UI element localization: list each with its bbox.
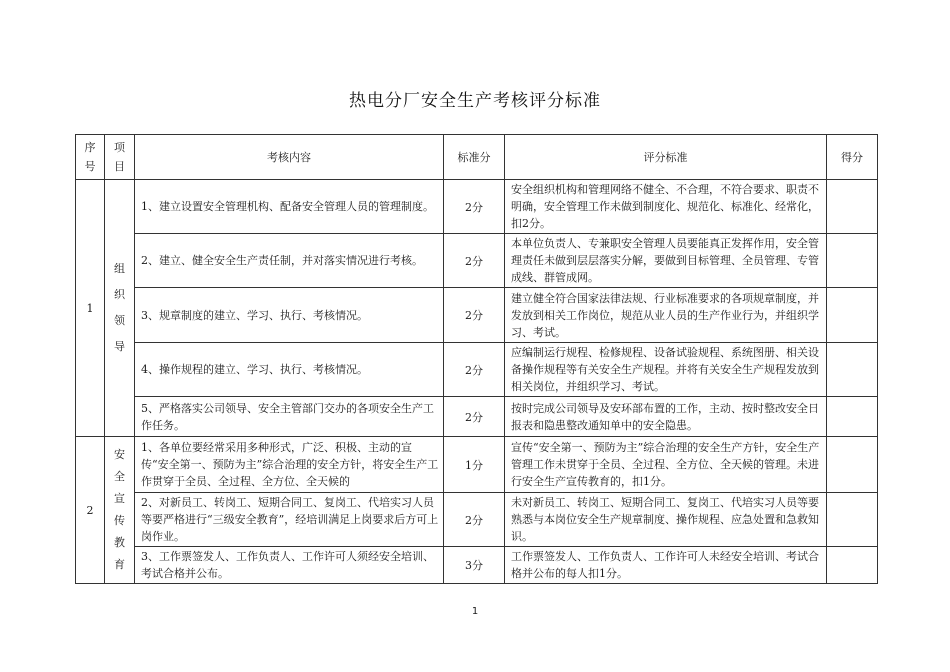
row-content: 4、操作规程的建立、学习、执行、考核情况。 bbox=[135, 343, 444, 397]
row-score-cell[interactable] bbox=[827, 437, 878, 493]
row-criteria: 本单位负责人、专兼职安全管理人员要能真正发挥作用，安全管理责任未做到层层落实分解，要做到目标管理、全员管理、专管成线、群管成网。 bbox=[505, 234, 827, 288]
row-standard-score: 2分 bbox=[444, 397, 505, 437]
table-row bbox=[76, 343, 878, 397]
row-standard-score: 2分 bbox=[444, 493, 505, 547]
row-content: 1、各单位要经常采用多种形式，广泛、积极、主动的宣传“安全第一、预防为主”综合治理的安全方针，将安全生产工作贯穿于全员、全过程、全方位、全天候的 bbox=[135, 437, 444, 493]
document-title: 热电分厂安全生产考核评分标准 bbox=[349, 91, 601, 111]
header-score: 得分 bbox=[827, 135, 878, 180]
row-criteria: 建立健全符合国家法律法规、行业标准要求的各项规章制度，并发放到相关工作岗位，规范从业人员的生产作业行为，并组织学习、考试。 bbox=[505, 288, 827, 343]
row-content: 5、严格落实公司领导、安全主管部门交办的各项安全生产工作任务。 bbox=[135, 397, 444, 437]
scoring-table bbox=[75, 134, 878, 584]
row-criteria: 应编制运行规程、检修规程、设备试验规程、系统图册、相关设备操作规程等有关安全生产规程。并将有关安全生产规程发放到相关岗位，并组织学习、考试。 bbox=[505, 343, 827, 397]
row-content: 1、建立设置安全管理机构、配备安全管理人员的管理制度。 bbox=[135, 180, 444, 234]
table-row bbox=[76, 493, 878, 547]
table-header-row bbox=[76, 135, 878, 180]
table-row bbox=[76, 547, 878, 584]
row-criteria: 工作票签发人、工作负责人、工作许可人未经安全培训、考试合格并公布的每人扣1分。 bbox=[505, 547, 827, 584]
table-row bbox=[76, 437, 878, 493]
group-item: 安全宣传教育 bbox=[105, 437, 135, 584]
header-criteria: 评分标准 bbox=[505, 135, 827, 180]
row-content: 3、工作票签发人、工作负责人、工作许可人须经安全培训、考试合格并公布。 bbox=[135, 547, 444, 584]
row-standard-score: 2分 bbox=[444, 234, 505, 288]
row-score-cell[interactable] bbox=[827, 180, 878, 234]
row-standard-score: 2分 bbox=[444, 343, 505, 397]
header-content: 考核内容 bbox=[135, 135, 444, 180]
row-criteria: 安全组织机构和管理网络不健全、不合理，不符合要求、职责不明确，安全管理工作未做到制度化、规范化、标准化、经常化，扣2分。 bbox=[505, 180, 827, 234]
table-row bbox=[76, 180, 878, 234]
row-score-cell[interactable] bbox=[827, 234, 878, 288]
row-score-cell[interactable] bbox=[827, 288, 878, 343]
table-row bbox=[76, 288, 878, 343]
table-row bbox=[76, 234, 878, 288]
row-criteria: 按时完成公司领导及安环部布置的工作，主动、按时整改安全日报表和隐患整改通知单中的安全隐患。 bbox=[505, 397, 827, 437]
group-number: 1 bbox=[76, 180, 105, 437]
row-content: 2、建立、健全安全生产责任制，并对落实情况进行考核。 bbox=[135, 234, 444, 288]
group-number: 2 bbox=[76, 437, 105, 584]
header-no: 序号 bbox=[76, 135, 105, 180]
row-criteria: 未对新员工、转岗工、短期合同工、复岗工、代培实习人员等要熟悉与本岗位安全生产规章制度、操作规程、应急处置和急救知识。 bbox=[505, 493, 827, 547]
header-standard-score: 标准分 bbox=[444, 135, 505, 180]
row-standard-score: 1分 bbox=[444, 437, 505, 493]
page-number: 1 bbox=[471, 606, 479, 617]
row-content: 2、对新员工、转岗工、短期合同工、复岗工、代培实习人员等要严格进行“三级安全教育”，经培训满足上岗要求后方可上岗作业。 bbox=[135, 493, 444, 547]
row-standard-score: 3分 bbox=[444, 547, 505, 584]
header-item: 项目 bbox=[105, 135, 135, 180]
table-row bbox=[76, 397, 878, 437]
row-content: 3、规章制度的建立、学习、执行、考核情况。 bbox=[135, 288, 444, 343]
group-item: 组织领导 bbox=[105, 180, 135, 437]
row-score-cell[interactable] bbox=[827, 397, 878, 437]
row-criteria: 宣传“安全第一、预防为主”综合治理的安全生产方针，安全生产管理工作未贯穿于全员、全过程、全方位、全天候的管理。未进行安全生产宣传教育的，扣1分。 bbox=[505, 437, 827, 493]
row-score-cell[interactable] bbox=[827, 547, 878, 584]
row-standard-score: 2分 bbox=[444, 288, 505, 343]
row-standard-score: 2分 bbox=[444, 180, 505, 234]
row-score-cell[interactable] bbox=[827, 493, 878, 547]
row-score-cell[interactable] bbox=[827, 343, 878, 397]
